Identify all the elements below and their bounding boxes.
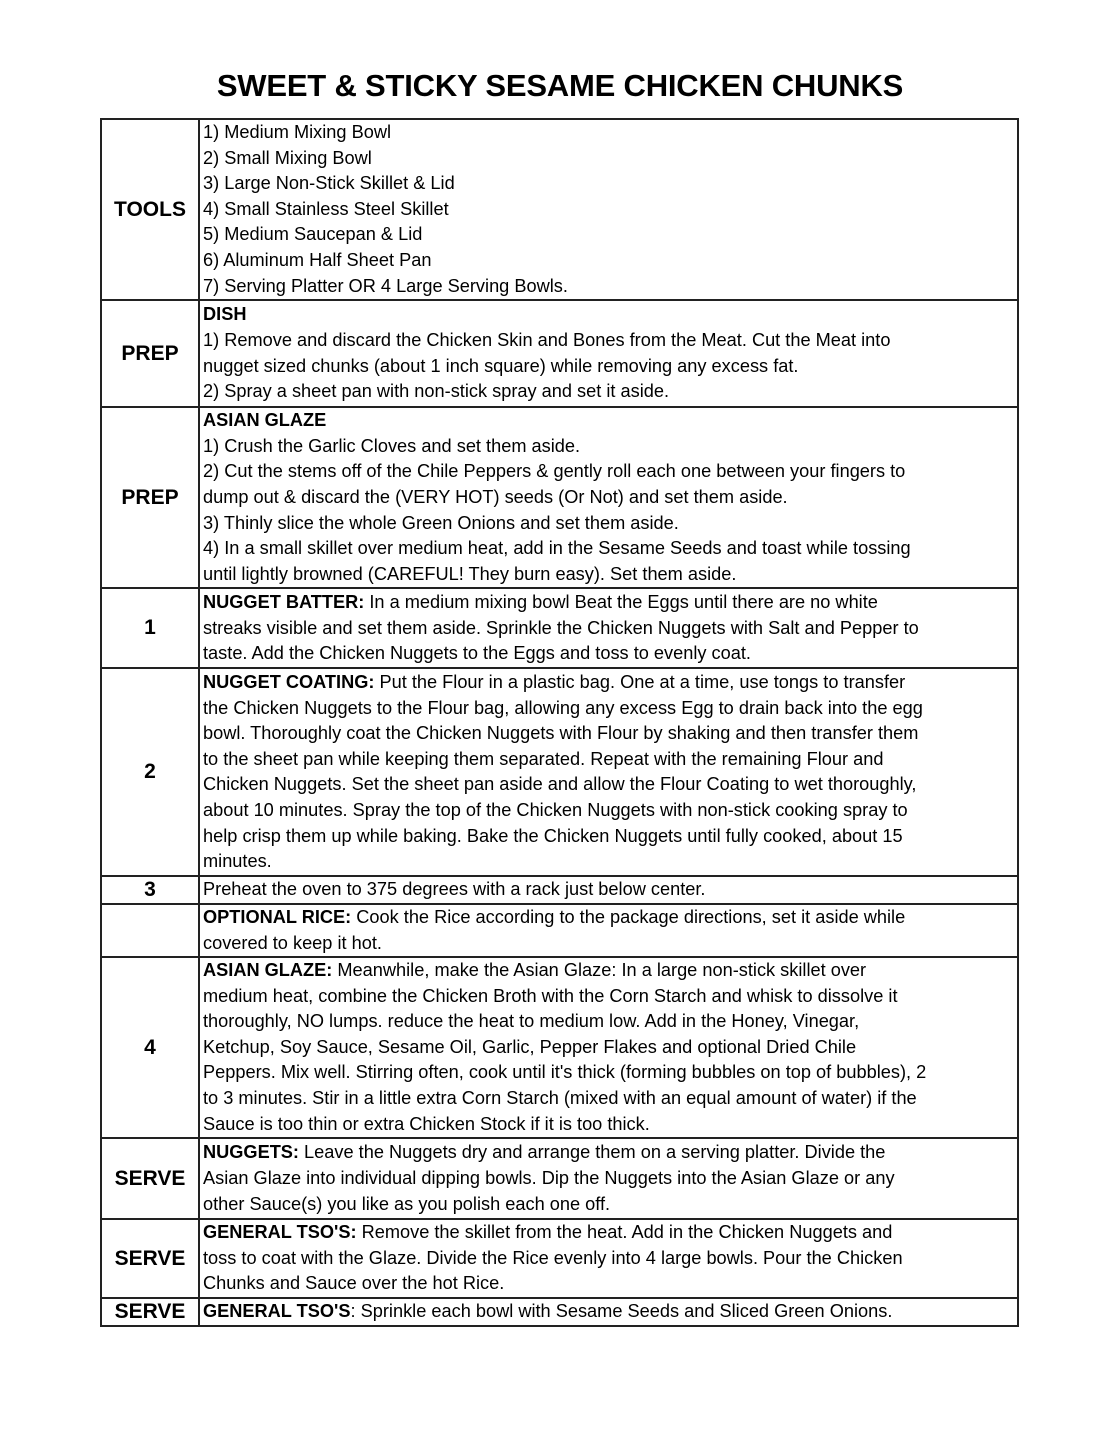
instruction-line: 2) Small Mixing Bowl <box>203 147 372 168</box>
instruction-line: Chicken Nuggets. Set the sheet pan aside and allow the Flour Coating to wet thoroughly, <box>203 774 917 795</box>
instruction-line: help crisp them up while baking. Bake the Chicken Nuggets until fully cooked, about 15 <box>203 825 903 846</box>
recipe-row <box>101 1219 1018 1298</box>
step-label: 1 <box>101 588 199 668</box>
step-text: Preheat the oven to 375 degrees with a rack just below center. <box>203 879 706 900</box>
instruction-line <box>203 670 1015 696</box>
step-label: PREP <box>101 407 199 588</box>
instruction-line: 1) Crush the Garlic Cloves and set them aside. <box>203 435 581 456</box>
step-label: SERVE <box>101 1138 199 1219</box>
step-label: 4 <box>101 957 199 1138</box>
step-text: Put the Flour in a plastic bag. One at a time, use tongs to transfer <box>374 671 906 692</box>
instruction-line: 7) Serving Platter OR 4 Large Serving Bowls. <box>203 275 568 296</box>
instruction-line <box>203 1220 1015 1246</box>
step-text: Cook the Rice according to the package directions, set it aside while <box>351 906 906 927</box>
step-label: SERVE <box>101 1219 199 1298</box>
step-instructions <box>199 668 1018 876</box>
instruction-line: 2) Spray a sheet pan with non-stick spray and set it aside. <box>203 381 670 402</box>
recipe-table <box>100 118 1019 1327</box>
step-instructions <box>199 119 1018 300</box>
instruction-line <box>203 958 1015 984</box>
instruction-line <box>203 1140 1015 1166</box>
recipe-row <box>101 588 1018 668</box>
instruction-line: 3) Large Non-Stick Skillet & Lid <box>203 173 455 194</box>
instruction-line: until lightly browned (CAREFUL! They burn easy). Set them aside. <box>203 563 737 584</box>
step-text: : Sprinkle each bowl with Sesame Seeds and Sliced Green Onions. <box>350 1301 893 1322</box>
step-text: Meanwhile, make the Asian Glaze: In a large non-stick skillet over <box>332 960 867 981</box>
step-instructions <box>199 957 1018 1138</box>
step-heading: NUGGETS: <box>203 1142 299 1163</box>
step-label: SERVE <box>101 1298 199 1326</box>
step-label: 2 <box>101 668 199 876</box>
instruction-line <box>203 905 1015 931</box>
step-label: PREP <box>101 300 199 407</box>
recipe-row <box>101 1298 1018 1326</box>
step-text: Leave the Nuggets dry and arrange them on a serving platter. Divide the <box>299 1142 886 1163</box>
step-instructions <box>199 904 1018 957</box>
instruction-line: the Chicken Nuggets to the Flour bag, allowing any excess Egg to drain back into the egg <box>203 697 923 718</box>
recipe-row <box>101 407 1018 588</box>
step-label: 3 <box>101 876 199 904</box>
step-instructions <box>199 407 1018 588</box>
instruction-line: thoroughly, NO lumps. reduce the heat to medium low. Add in the Honey, Vinegar, <box>203 1011 860 1032</box>
instruction-line: 3) Thinly slice the whole Green Onions and set them aside. <box>203 512 679 533</box>
instruction-line <box>203 877 1015 903</box>
instruction-line: 1) Remove and discard the Chicken Skin and Bones from the Meat. Cut the Meat into <box>203 330 891 351</box>
instruction-line: other Sauce(s) you like as you polish each one off. <box>203 1193 611 1214</box>
instruction-line: Sauce is too thin or extra Chicken Stock if it is too thick. <box>203 1113 650 1134</box>
step-instructions <box>199 1219 1018 1298</box>
section-heading: DISH <box>203 304 247 325</box>
step-instructions <box>199 876 1018 904</box>
recipe-row <box>101 876 1018 904</box>
step-instructions <box>199 1298 1018 1326</box>
section-heading: ASIAN GLAZE <box>203 410 327 431</box>
instruction-line: minutes. <box>203 851 272 872</box>
recipe-title: SWEET & STICKY SESAME CHICKEN CHUNKS <box>216 68 904 103</box>
step-instructions <box>199 1138 1018 1219</box>
instruction-line: 6) Aluminum Half Sheet Pan <box>203 249 432 270</box>
instruction-line: dump out & discard the (VERY HOT) seeds (Or Not) and set them aside. <box>203 486 788 507</box>
recipe-row <box>101 300 1018 407</box>
recipe-row <box>101 904 1018 957</box>
instruction-line: 5) Medium Saucepan & Lid <box>203 224 423 245</box>
step-instructions <box>199 588 1018 668</box>
instruction-line: to 3 minutes. Stir in a little extra Corn Starch (mixed with an equal amount of water) if the <box>203 1088 917 1109</box>
instruction-line: nugget sized chunks (about 1 inch square) while removing any excess fat. <box>203 355 799 376</box>
instruction-line: taste. Add the Chicken Nuggets to the Eggs and toss to evenly coat. <box>203 643 751 664</box>
instruction-line: Asian Glaze into individual dipping bowls. Dip the Nuggets into the Asian Glaze or any <box>203 1167 895 1188</box>
recipe-row <box>101 1138 1018 1219</box>
step-heading: NUGGET COATING: <box>203 671 375 692</box>
instruction-line: Chunks and Sauce over the hot Rice. <box>203 1273 505 1294</box>
step-heading: OPTIONAL RICE: <box>203 906 352 927</box>
step-text: In a medium mixing bowl Beat the Eggs until there are no white <box>364 591 878 612</box>
instruction-line: toss to coat with the Glaze. Divide the Rice evenly into 4 large bowls. Pour the Chicken <box>203 1247 903 1268</box>
instruction-line <box>203 1299 1015 1325</box>
step-heading: GENERAL TSO'S <box>203 1301 351 1322</box>
instruction-line: 2) Cut the stems off of the Chile Peppers & gently roll each one between your fingers to <box>203 461 906 482</box>
instruction-line: streaks visible and set them aside. Sprinkle the Chicken Nuggets with Salt and Pepper to <box>203 617 919 638</box>
step-heading: ASIAN GLAZE: <box>203 960 333 981</box>
instruction-line: 1) Medium Mixing Bowl <box>203 122 391 142</box>
step-label: TOOLS <box>101 119 199 300</box>
instruction-line: bowl. Thoroughly coat the Chicken Nuggets with Flour by shaking and then transfer them <box>203 723 919 744</box>
recipe-row <box>101 668 1018 876</box>
recipe-row <box>101 119 1018 300</box>
instruction-line: about 10 minutes. Spray the top of the Chicken Nuggets with non-stick cooking spray to <box>203 799 908 820</box>
recipe-row <box>101 957 1018 1138</box>
step-instructions <box>199 300 1018 407</box>
instruction-line: 4) Small Stainless Steel Skillet <box>203 198 449 219</box>
step-heading: GENERAL TSO'S: <box>203 1222 357 1243</box>
instruction-line <box>203 590 1015 616</box>
instruction-line: Peppers. Mix well. Stirring often, cook until it's thick (forming bubbles on top of bubbles), 2 <box>203 1062 927 1083</box>
step-label <box>101 904 199 957</box>
instruction-line: Ketchup, Soy Sauce, Sesame Oil, Garlic, Pepper Flakes and optional Dried Chile <box>203 1036 857 1057</box>
step-text: Remove the skillet from the heat. Add in the Chicken Nuggets and <box>356 1222 893 1243</box>
step-heading: NUGGET BATTER: <box>203 591 365 612</box>
instruction-line: covered to keep it hot. <box>203 932 382 953</box>
instruction-line: 4) In a small skillet over medium heat, add in the Sesame Seeds and toast while tossing <box>203 538 911 559</box>
instruction-line: to the sheet pan while keeping them separated. Repeat with the remaining Flour and <box>203 748 884 769</box>
instruction-line: medium heat, combine the Chicken Broth with the Corn Starch and whisk to dissolve it <box>203 985 898 1006</box>
